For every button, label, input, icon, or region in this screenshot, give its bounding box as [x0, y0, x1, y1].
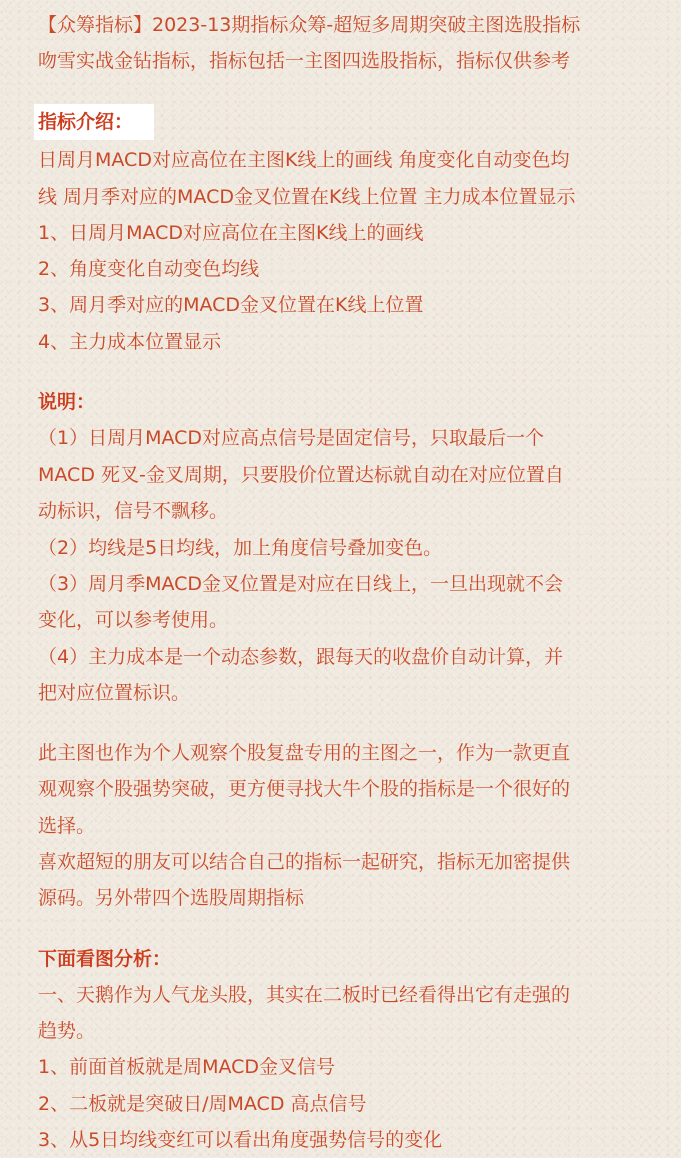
analysis-item-1: 1、前面首板就是周MACD金叉信号: [38, 1056, 336, 1078]
explain-p1-line-3: 动标识，信号不飘移。: [38, 500, 229, 522]
explain-p4-line-2: 把对应位置标识。: [38, 682, 191, 704]
explain-p3-line-1: （3）周月季MACD金叉位置是对应在日线上，一旦出现就不会: [38, 573, 564, 595]
intro-summary-line-1: 日周月MACD对应高位在主图K线上的画线 角度变化自动变色均: [38, 149, 570, 171]
body-p1-line-3: 选择。: [38, 815, 96, 837]
analysis-intro-line-2: 趋势。: [38, 1020, 96, 1042]
intro-heading: 指标介绍：: [38, 111, 134, 133]
body-p1-line-2: 观观察个股强势突破，更方便寻找大牛个股的指标是一个很好的: [38, 778, 571, 800]
header-line-2: 吻雪实战金钻指标，指标包括一主图四选股指标，指标仅供参考: [38, 50, 571, 72]
intro-item-3: 3、周月季对应的MACD金叉位置在K线上位置: [38, 294, 424, 316]
intro-item-2: 2、角度变化自动变色均线: [38, 258, 260, 280]
analysis-item-3: 3、从5日均线变红可以看出角度强势信号的变化: [38, 1129, 443, 1151]
analysis-intro-line-1: 一、天鹅作为人气龙头股，其实在二板时已经看得出它有走强的: [38, 984, 571, 1006]
intro-item-1: 1、日周月MACD对应高位在主图K线上的画线: [38, 222, 424, 244]
header-line-1: 【众筹指标】2023-13期指标众筹-超短多周期突破主图选股指标: [38, 14, 581, 36]
explain-p1-line-2: MACD 死叉-金叉周期，只要股价位置达标就自动在对应位置自: [38, 464, 564, 486]
intro-summary-line-2: 线 周月季对应的MACD金叉位置在K线上位置 主力成本位置显示: [38, 186, 576, 208]
analysis-item-2: 2、二板就是突破日/周MACD 高点信号: [38, 1093, 367, 1115]
body-p2-line-1: 喜欢超短的朋友可以结合自己的指标一起研究，指标无加密提供: [38, 851, 571, 873]
explain-p2-line-1: （2）均线是5日均线，加上角度信号叠加变色。: [38, 537, 443, 559]
explain-p4-line-1: （4）主力成本是一个动态参数，跟每天的收盘价自动计算，并: [38, 646, 564, 668]
explain-p1-line-1: （1）日周月MACD对应高点信号是固定信号，只取最后一个: [38, 427, 545, 449]
analysis-heading: 下面看图分析：: [38, 948, 172, 970]
explain-heading: 说明：: [38, 391, 96, 413]
body-p2-line-2: 源码。另外带四个选股周期指标: [38, 887, 305, 909]
intro-item-4: 4、主力成本位置显示: [38, 331, 222, 353]
explain-p3-line-2: 变化，可以参考使用。: [38, 609, 229, 631]
body-p1-line-1: 此主图也作为个人观察个股复盘专用的主图之一，作为一款更直: [38, 742, 571, 764]
